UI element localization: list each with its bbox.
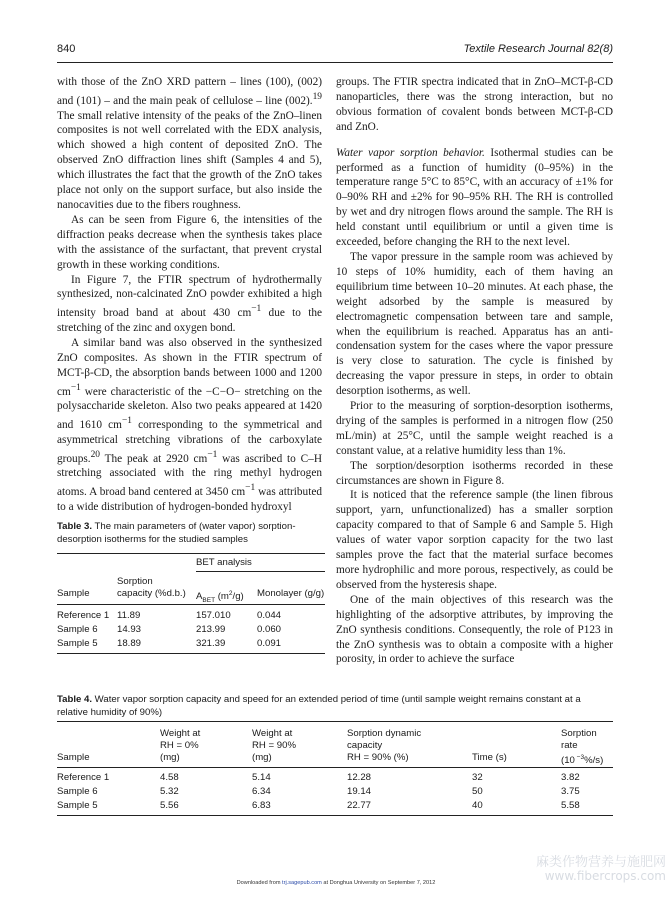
watermark-url: www.fibercrops.com (544, 869, 666, 883)
left-column (57, 75, 322, 515)
paragraph: In Figure 7, the FTIR spectrum of hydrothermally synthesized, non-calcinated ZnO powder exhibited a high intensity broad band at about 430 $cm^{-1}$ due to the stretching of the zinc and oxygen bond. (57, 273, 322, 335)
header-rule (57, 62, 613, 63)
paragraph: A similar band was also observed in the synthesized ZnO composites. As shown in the FTIR spectrum of MCT-β-CD, the absorption bands between 1000 and 1200 $cm^{-1}$ were characteristic of the −C−O− stretching on the polysaccharide skeleton. Also two peaks appeared at 1420 and 1610 $cm^{-1}$ corresponding to the symmetrical and asymmetrical stretching vibrations of the carboxylate groups.$^{20}$ The peak at 2920 $cm^{-1}$ was ascribed to C–H stretching associated with the ring methyl hydrogen atoms. A broad band centered at 3450 $cm^{-1}$ was attributed to a wide distribution of hydrogen-bonded hydroxyl (57, 336, 322, 514)
table4-caption: Table 4. Water vapor sorption capacity and speed for an extended period of time (until sample weight remains constant at a relative humidity of 90%) (57, 694, 581, 718)
table4-header-w0: Weight at (160, 728, 201, 739)
table3-header-abet: $A_{BET}$ $(m^2/g)$ (196, 590, 244, 605)
paragraph: The sorption/desorption isotherms recorded in these circumstances are shown in Figure 8. (336, 459, 613, 487)
paragraph: One of the main objectives of this research was the highlighting of the adsorptive attributes, by improving the ZnO synthesis conditions. Consequently, the role of P123 in the ZnO synthesis was to obtain a composite with a higher porosity, in order to achieve the surface (336, 593, 613, 666)
table4-header-dyn: Sorption dynamic (347, 728, 422, 739)
table3-header-sample: Sample (57, 588, 90, 599)
paragraph: It is noticed that the reference sample (the linen fibrous support, yarn, unfunctionalized) has a smaller sorption capacity compared to that of Sample 6 and Sample 5. High values of water vapor sorption capacity for the two last samples prove the fact that the material surface becomes more hydrophilic and more porous, respectively, as could be observed from the hysteresis shape. (336, 489, 613, 591)
running-header (57, 43, 613, 59)
table3-header-monolayer: Monolayer (g/g) (257, 588, 325, 599)
paragraph: groups. The FTIR spectra indicated that in ZnO–MCT-β-CD nanoparticles, there was the strong interaction, but no obvious formation of covalent bonds between MCT-β-CD and ZnO. (336, 76, 613, 133)
table4-header-time: Time (s) (472, 752, 507, 763)
paragraph: with those of the ZnO XRD pattern – lines (100), (002) and (101) – and the main peak of cellulose – line (002).$^{19}$ The small relative intensity of the peaks of the ZnO–linen composites is not well correlated with the EDX analysis, which showed a high content of deposited ZnO. The observed ZnO diffraction lines shift (Samples 4 and 5), which illustrates the fact that the growth of the ZnO takes place not only on the support surface, but also inside the nanocavities due to the fibers roughness. (57, 76, 322, 212)
paragraph: Prior to the measuring of sorption-desorption isotherms, drying of the samples is performed in a nitrogen flow (250 mL/min) at 25°C, until the sample weight reached is a constant value, at a relative humidity less than 1%. (336, 400, 613, 457)
table4-header-sample: Sample (57, 752, 90, 763)
watermark-text: 麻类作物营养与施肥网 (535, 855, 666, 870)
table3-caption: Table 3. The main parameters of (water vapor) sorption-desorption isotherms for the studied samples (57, 521, 296, 545)
journal-title: Textile Research Journal 82(8) (463, 43, 613, 55)
table4-header-w90: Weight at (252, 728, 293, 739)
paragraph: As can be seen from Figure 6, the intensities of the diffraction peaks decrease when the synthesis takes place with the assistance of the surfactant, that prevent crystal growth in these working conditions. (57, 213, 322, 271)
right-column (336, 75, 613, 667)
section-heading: Water vapor sorption behavior. (336, 146, 485, 159)
table4-header-rate: Sorption (561, 728, 597, 739)
table3-group-header: BET analysis (196, 557, 252, 568)
table3-header-capacity: Sorption (117, 576, 153, 587)
footer-link[interactable]: trj.sagepub.com (282, 880, 322, 886)
paragraph: Water vapor sorption behavior. Isothermal studies can be performed as a function of humidity (0–95%) in the temperature range 5°C to 85°C, with an accuracy of ±1% for 0–90% RH and ±2% for 90–95% RH. The RH is controlled by wet and dry nitrogen flows around the sample. The RH is held constant until equilibrium or until a given time is exceeded, before changing the RH to the next level. (336, 146, 614, 249)
table3-header-capacity: capacity (%d.b.) (117, 588, 186, 599)
download-footer: Downloaded from trj.sagepub.com at Donghua University on September 7, 2012 (236, 880, 436, 886)
page-number: 840 (57, 43, 76, 55)
paragraph: The vapor pressure in the sample room was achieved by 10 steps of 10% humidity, each of them having an equilibrium time between 10–20 minutes. At each phase, the weight adsorbed by the sample is measured by electromagnetic compensation between tare and sample, when the equilibrium is reached. Apparatus has an anti-condensation system for the cases where the vapor pressure is very close to saturation. The cycle is finished by decreasing the vapor pressure in steps, in order to obtain desorption isotherms, as well. (336, 250, 613, 398)
